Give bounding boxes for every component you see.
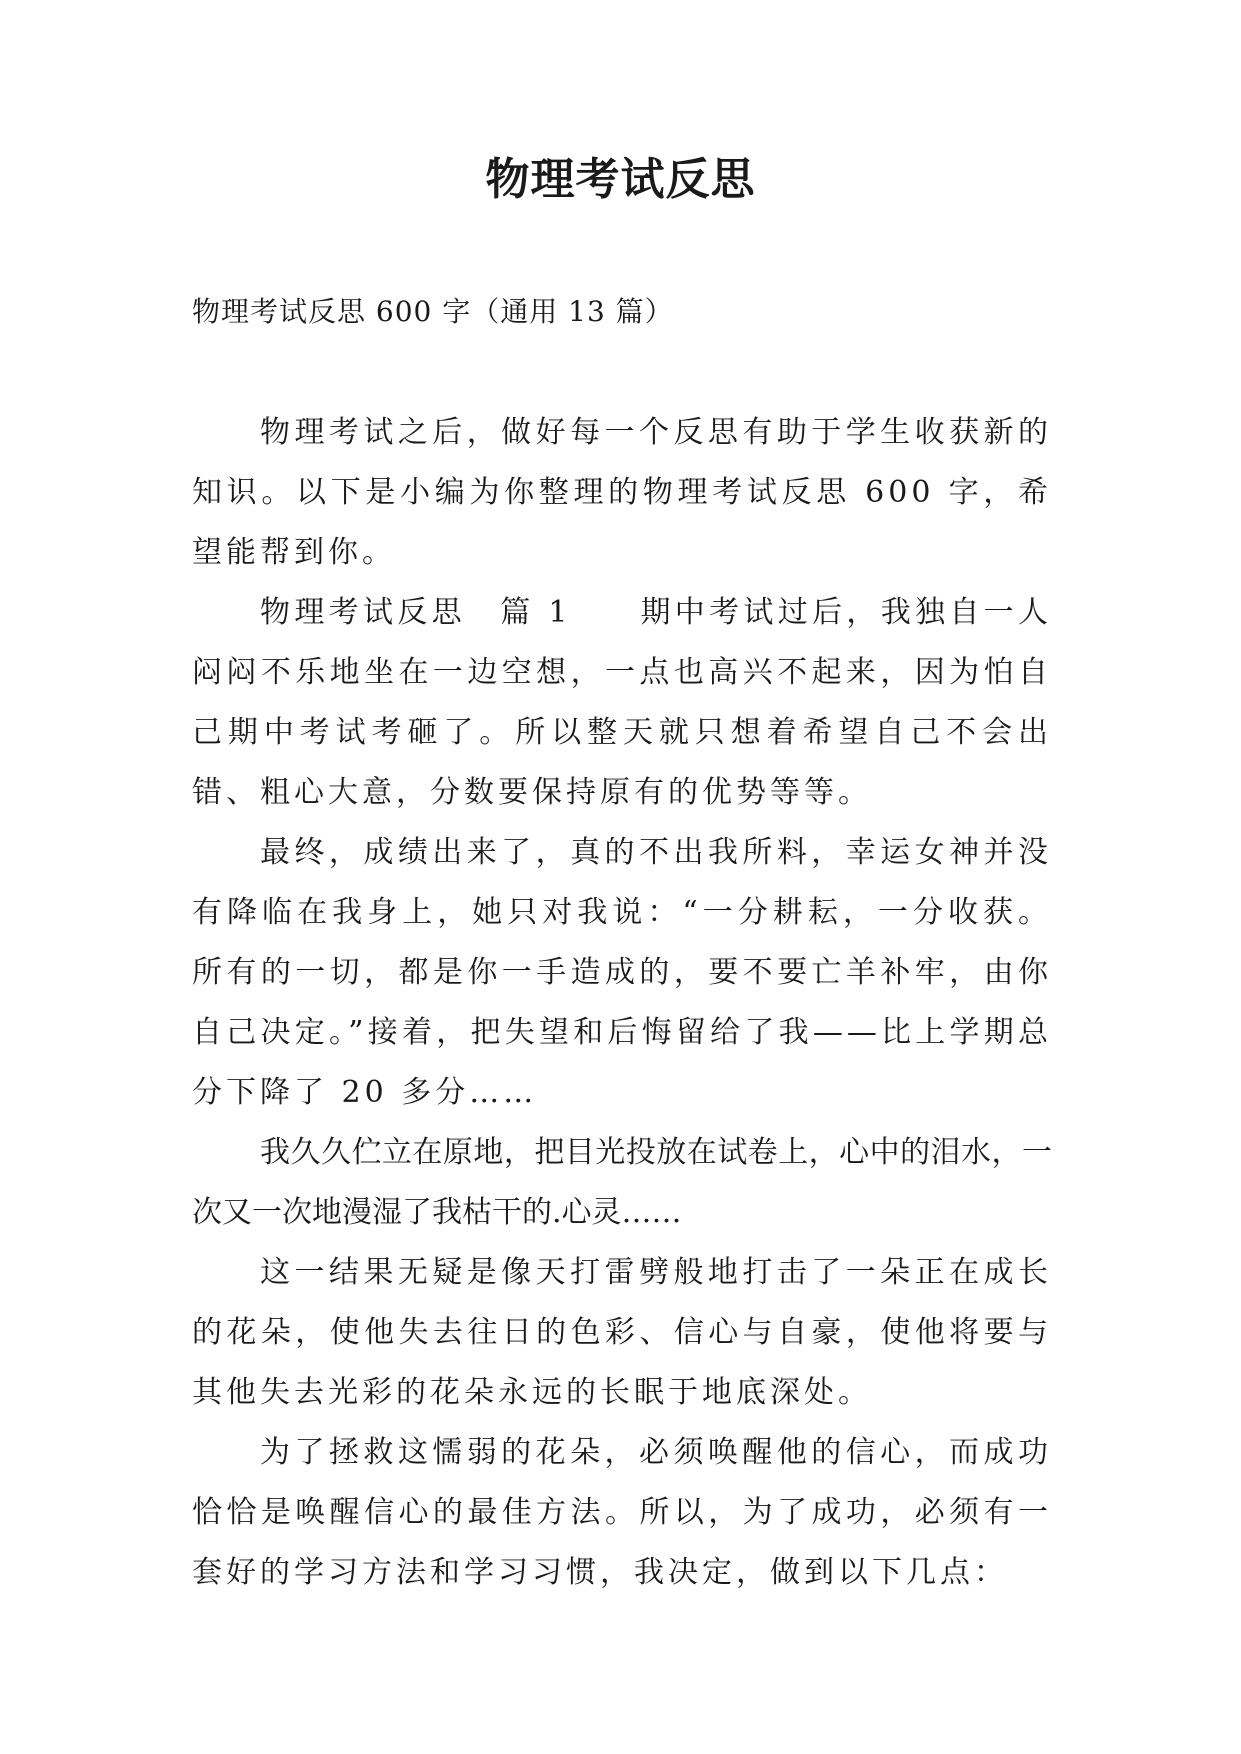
paragraph-intro: 物理考试之后，做好每一个反思有助于学生收获新的知识。以下是小编为你整理的物理考试反思 600 字，希望能帮到你。 <box>192 415 1052 570</box>
paragraph-standing: 我久久伫立在原地，把目光投放在试卷上，心中的泪水，一次又一次地漫湿了我枯干的.心灵…… <box>192 1135 1052 1230</box>
paragraph-result: 最终，成绩出来了，真的不出我所料，幸运女神并没有降临在我身上，她只对我说：“一分耕耘，一分收获。所有的一切，都是你一手造成的，要不要亡羊补牢，由你自己决定。”接着，把失望和后悔留给了我——比上学期总分下降了 20 多分…… <box>192 835 1052 1110</box>
document-body <box>192 403 1052 1603</box>
paragraph-article-1-opening: 物理考试反思 篇 1 期中考试过后，我独自一人闷闷不乐地坐在一边空想，一点也高兴不起来，因为怕自己期中考试考砸了。所以整天就只想着希望自己不会出错、粗心大意，分数要保持原有的优势等等。 <box>192 595 1052 810</box>
paragraph-resolution: 为了拯救这懦弱的花朵，必须唤醒他的信心，而成功恰恰是唤醒信心的最佳方法。所以，为了成功，必须有一套好的学习方法和学习习惯，我决定，做到以下几点： <box>192 1435 1052 1590</box>
document-subtitle: 物理考试反思 600 字（通用 13 篇） <box>192 295 674 328</box>
document-title: 物理考试反思 <box>485 154 756 205</box>
paragraph-flower: 这一结果无疑是像天打雷劈般地打击了一朵正在成长的花朵，使他失去往日的色彩、信心与自豪，使他将要与其他失去光彩的花朵永远的长眠于地底深处。 <box>192 1255 1052 1410</box>
